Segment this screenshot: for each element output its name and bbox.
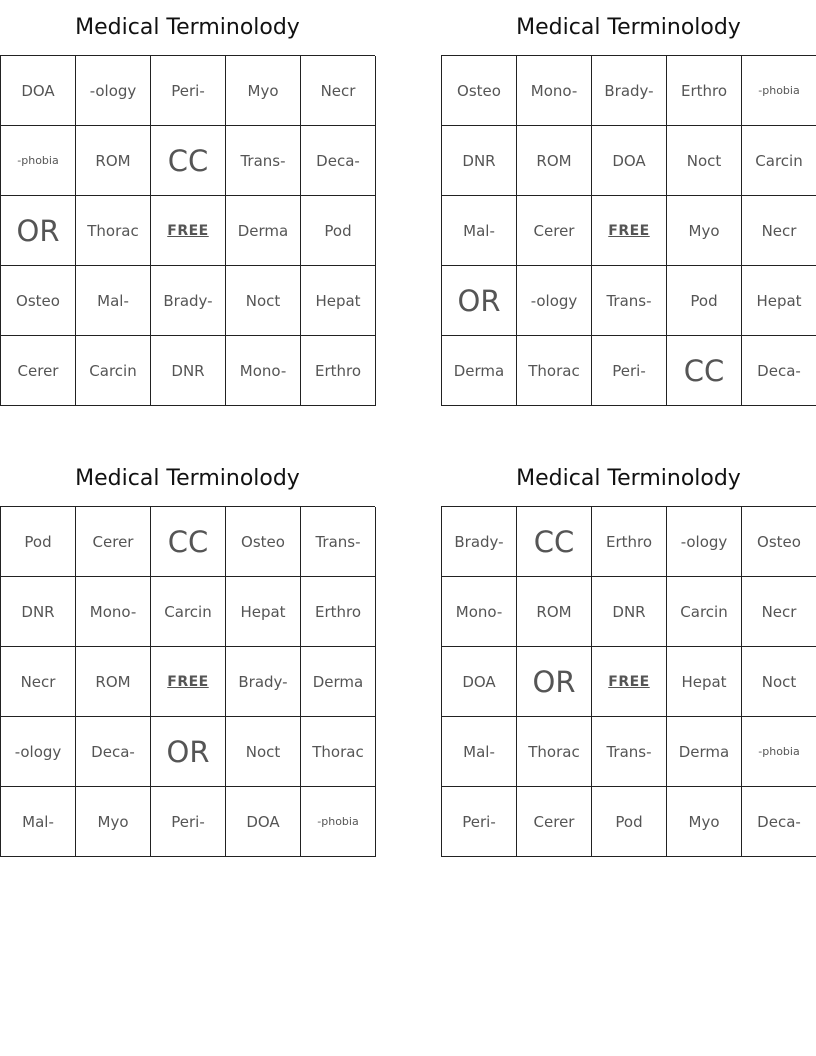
bingo-cell: Myo [667, 787, 742, 857]
bingo-cell: Erthro [592, 507, 667, 577]
bingo-cell: OR [1, 196, 76, 266]
bingo-cell: Necr [1, 647, 76, 717]
bingo-card-1 [0, 0, 375, 406]
bingo-cell: Pod [592, 787, 667, 857]
card-title: Medical Terminolody [516, 15, 741, 40]
bingo-cell: Peri- [151, 56, 226, 126]
bingo-cell: Deca- [76, 717, 151, 787]
bingo-cell: Osteo [226, 507, 301, 577]
bingo-cell: Deca- [301, 126, 376, 196]
bingo-cell: ROM [517, 126, 592, 196]
bingo-cell: Erthro [301, 336, 376, 406]
bingo-cell: DOA [442, 647, 517, 717]
bingo-cell: Hepat [667, 647, 742, 717]
bingo-cell: Noct [226, 717, 301, 787]
bingo-grid [0, 55, 375, 406]
bingo-grid [441, 55, 816, 406]
bingo-cell: Hepat [226, 577, 301, 647]
bingo-cell: Cerer [76, 507, 151, 577]
bingo-cell: Cerer [517, 196, 592, 266]
card-title: Medical Terminolody [75, 15, 300, 40]
bingo-cell: Derma [226, 196, 301, 266]
bingo-cell: Pod [301, 196, 376, 266]
bingo-cell: Osteo [742, 507, 816, 577]
bingo-cell: Peri- [592, 336, 667, 406]
bingo-cell: Noct [742, 647, 816, 717]
bingo-cell: Trans- [301, 507, 376, 577]
bingo-cell: Necr [301, 56, 376, 126]
bingo-cell: Mono- [517, 56, 592, 126]
bingo-cell: Necr [742, 577, 816, 647]
bingo-cell: Brady- [592, 56, 667, 126]
free-space-cell: FREE [151, 196, 226, 266]
bingo-cell: DOA [1, 56, 76, 126]
bingo-cell: Brady- [226, 647, 301, 717]
bingo-cell: DNR [592, 577, 667, 647]
bingo-grid [0, 506, 375, 857]
bingo-cell: Trans- [226, 126, 301, 196]
bingo-cell: Mal- [76, 266, 151, 336]
bingo-cell: Mal- [442, 196, 517, 266]
bingo-cell: Cerer [517, 787, 592, 857]
bingo-cell: ROM [76, 126, 151, 196]
bingo-cell: Mal- [1, 787, 76, 857]
bingo-cell: Carcin [667, 577, 742, 647]
bingo-cell: Osteo [1, 266, 76, 336]
bingo-cell: Thorac [301, 717, 376, 787]
bingo-cell: Osteo [442, 56, 517, 126]
bingo-cell: ROM [517, 577, 592, 647]
bingo-cell: OR [442, 266, 517, 336]
bingo-cell: Noct [667, 126, 742, 196]
bingo-cell: CC [151, 126, 226, 196]
bingo-cell: -ology [1, 717, 76, 787]
bingo-cell: DNR [1, 577, 76, 647]
bingo-cell: Erthro [667, 56, 742, 126]
bingo-cell: Deca- [742, 336, 816, 406]
bingo-cell: Peri- [151, 787, 226, 857]
card-title: Medical Terminolody [75, 466, 300, 491]
bingo-cell: Mal- [442, 717, 517, 787]
bingo-cell: Pod [667, 266, 742, 336]
bingo-cell: Myo [76, 787, 151, 857]
bingo-cell: Thorac [517, 336, 592, 406]
bingo-cell: Trans- [592, 717, 667, 787]
bingo-cell: Carcin [742, 126, 816, 196]
bingo-cell: Carcin [76, 336, 151, 406]
bingo-cell: -phobia [1, 126, 76, 196]
bingo-card-2 [441, 0, 816, 406]
card-title: Medical Terminolody [516, 466, 741, 491]
bingo-cell: Derma [667, 717, 742, 787]
bingo-cell: CC [517, 507, 592, 577]
bingo-cell: -phobia [742, 717, 816, 787]
bingo-cell: Myo [226, 56, 301, 126]
bingo-cell: -phobia [742, 56, 816, 126]
bingo-cell: CC [667, 336, 742, 406]
bingo-card-4 [441, 451, 816, 857]
bingo-cell: OR [517, 647, 592, 717]
bingo-cell: Derma [442, 336, 517, 406]
bingo-cell: Derma [301, 647, 376, 717]
bingo-cell: Brady- [442, 507, 517, 577]
bingo-cell: CC [151, 507, 226, 577]
bingo-cell: Mono- [226, 336, 301, 406]
bingo-cell: OR [151, 717, 226, 787]
bingo-cell: Noct [226, 266, 301, 336]
bingo-cell: Myo [667, 196, 742, 266]
bingo-cell: Thorac [517, 717, 592, 787]
bingo-cell: Necr [742, 196, 816, 266]
bingo-cell: Mono- [76, 577, 151, 647]
bingo-cell: Pod [1, 507, 76, 577]
bingo-cell: -phobia [301, 787, 376, 857]
bingo-cell: Hepat [301, 266, 376, 336]
bingo-cell: Peri- [442, 787, 517, 857]
bingo-cell: -ology [517, 266, 592, 336]
bingo-cell: Thorac [76, 196, 151, 266]
bingo-cell: Trans- [592, 266, 667, 336]
bingo-cell: Deca- [742, 787, 816, 857]
free-space-cell: FREE [592, 196, 667, 266]
bingo-cell: DNR [442, 126, 517, 196]
bingo-cell: DOA [592, 126, 667, 196]
bingo-cell: Cerer [1, 336, 76, 406]
bingo-cell: Erthro [301, 577, 376, 647]
bingo-cell: Hepat [742, 266, 816, 336]
bingo-cell: Mono- [442, 577, 517, 647]
bingo-cell: DOA [226, 787, 301, 857]
bingo-grid [441, 506, 816, 857]
free-space-cell: FREE [592, 647, 667, 717]
bingo-cell: ROM [76, 647, 151, 717]
bingo-cell: -ology [667, 507, 742, 577]
bingo-cell: Brady- [151, 266, 226, 336]
bingo-card-3 [0, 451, 375, 857]
bingo-cell: DNR [151, 336, 226, 406]
free-space-cell: FREE [151, 647, 226, 717]
bingo-cell: Carcin [151, 577, 226, 647]
bingo-cell: -ology [76, 56, 151, 126]
